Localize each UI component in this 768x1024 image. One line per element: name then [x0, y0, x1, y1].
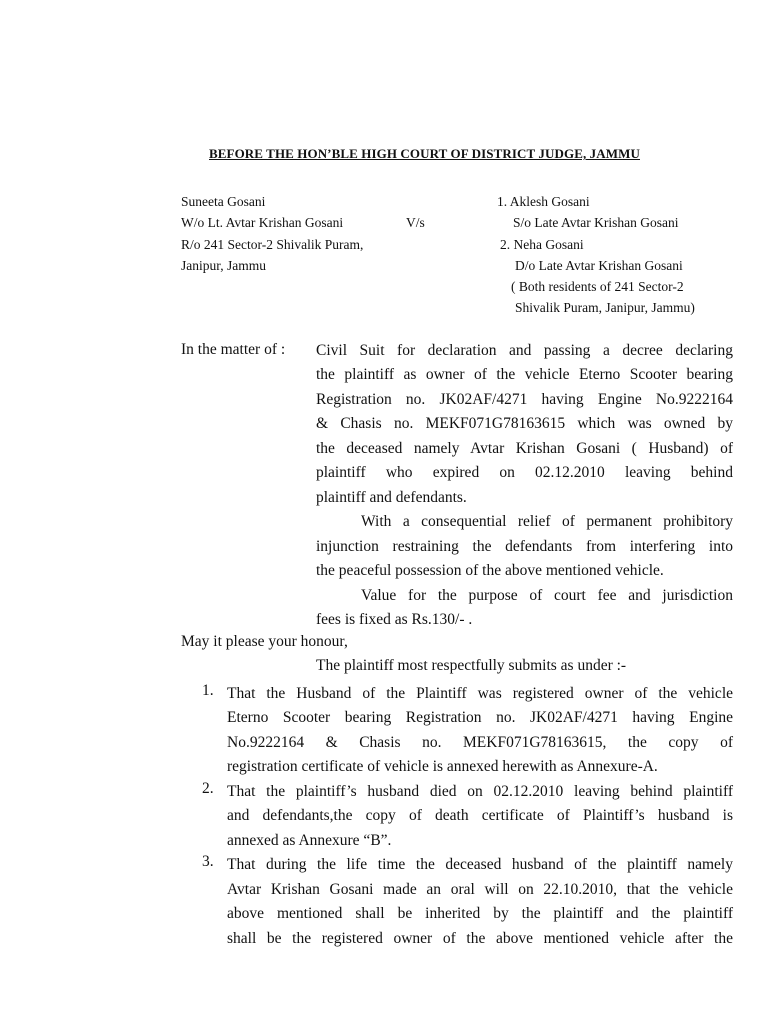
item-number: 2.: [202, 780, 214, 797]
item-line: annexed as Annexure “B”.: [227, 832, 392, 849]
document-title: BEFORE THE HON’BLE HIGH COURT OF DISTRICT JUDGE, JAMMU: [209, 146, 640, 161]
item-line: above mentioned shall be inherited by the plaintiff and the plaintiff: [227, 905, 733, 922]
matter-line: & Chasis no. MEKF071G78163615 which was owned by: [316, 415, 733, 432]
item-line: Eterno Scooter bearing Registration no. JK02AF/4271 having Engine: [227, 709, 733, 726]
matter-line: Registration no. JK02AF/4271 having Engine No.9222164: [316, 391, 733, 408]
value-line: fees is fixed as Rs.130/- .: [316, 611, 473, 628]
item-line: and defendants,the copy of death certificate of Plaintiff’s husband is: [227, 807, 733, 824]
item-line: registration certificate of vehicle is annexed herewith as Annexure-A.: [227, 758, 658, 775]
matter-line: plaintiff and defendants.: [316, 489, 467, 506]
versus-label: V/s: [406, 215, 425, 230]
defendant-1-name: 1. Aklesh Gosani: [497, 194, 590, 209]
plaintiff-relation: W/o Lt. Avtar Krishan Gosani: [181, 215, 344, 230]
item-line: That the plaintiff’s husband died on 02.12.2010 leaving behind plaintiff: [227, 783, 733, 800]
defendants-residence-line-2: Shivalik Puram, Janipur, Jammu): [515, 300, 695, 315]
item-line: That during the life time the deceased husband of the plaintiff namely: [227, 856, 733, 873]
item-line: Avtar Krishan Gosani made an oral will on 22.10.2010, that the vehicle: [227, 881, 733, 898]
relief-line: injunction restraining the defendants from interfering into: [316, 538, 733, 555]
plaintiff-name: Suneeta Gosani: [181, 194, 266, 209]
defendant-2-relation: D/o Late Avtar Krishan Gosani: [515, 258, 683, 273]
item-number: 3.: [202, 853, 214, 870]
matter-line: the deceased namely Avtar Krishan Gosani ( Husband) of: [316, 440, 733, 457]
defendants-residence-line-1: ( Both residents of 241 Sector-2: [511, 279, 684, 294]
salutation: May it please your honour,: [181, 633, 348, 650]
submission-intro: The plaintiff most respectfully submits as under :-: [316, 657, 627, 674]
item-line: No.9222164 & Chasis no. MEKF071G78163615, the copy of: [227, 734, 733, 751]
item-number: 1.: [202, 682, 214, 699]
defendant-1-relation: S/o Late Avtar Krishan Gosani: [513, 215, 679, 230]
matter-line: plaintiff who expired on 02.12.2010 leaving behind: [316, 464, 733, 481]
value-line: Value for the purpose of court fee and jurisdiction: [361, 587, 733, 604]
relief-line: With a consequential relief of permanent prohibitory: [361, 513, 733, 530]
item-line: shall be the registered owner of the above mentioned vehicle after the: [227, 930, 733, 947]
item-line: That the Husband of the Plaintiff was registered owner of the vehicle: [227, 685, 733, 702]
matter-line: Civil Suit for declaration and passing a decree declaring: [316, 342, 733, 359]
matter-line: the plaintiff as owner of the vehicle Eterno Scooter bearing: [316, 366, 733, 383]
plaintiff-address-line-2: Janipur, Jammu: [181, 258, 266, 273]
relief-line: the peaceful possession of the above mentioned vehicle.: [316, 562, 664, 579]
matter-label: In the matter of :: [181, 341, 286, 358]
defendant-2-name: 2. Neha Gosani: [500, 237, 584, 252]
plaintiff-address-line-1: R/o 241 Sector-2 Shivalik Puram,: [181, 237, 364, 252]
